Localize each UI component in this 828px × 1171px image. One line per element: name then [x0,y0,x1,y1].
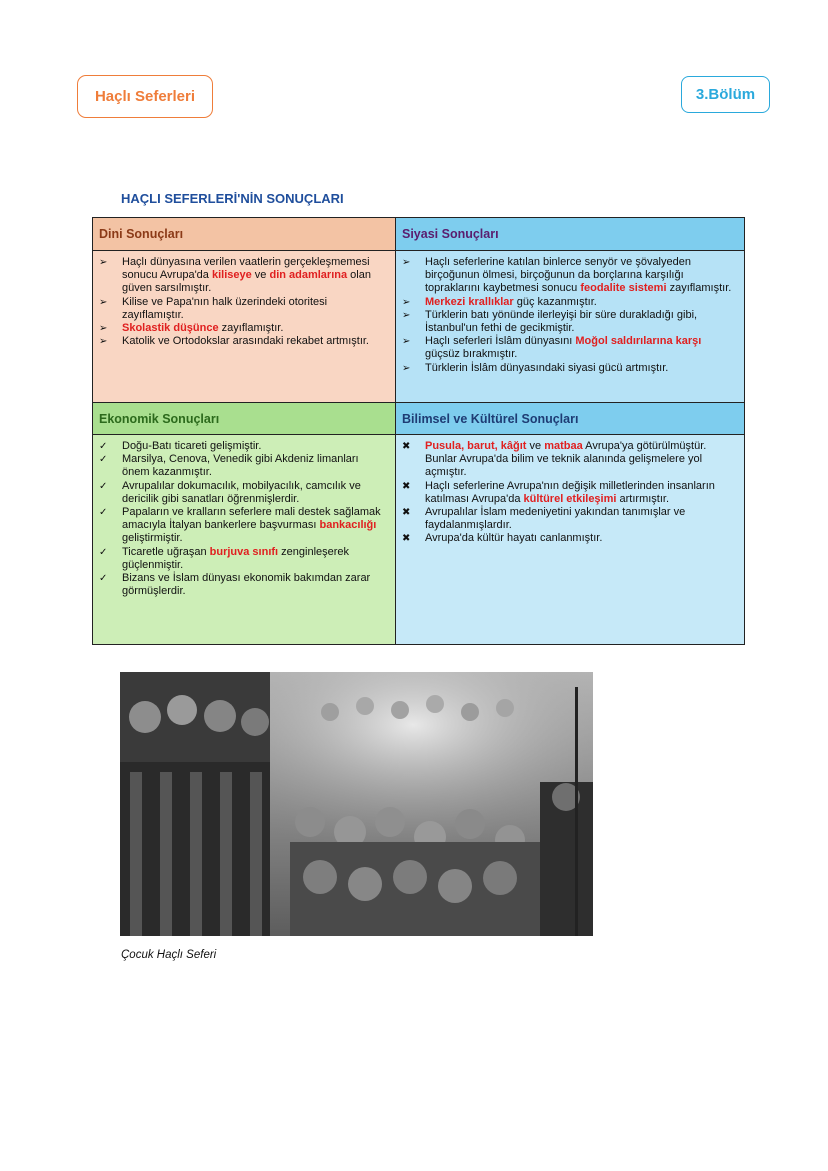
childrens-crusade-engraving [120,672,593,936]
item-text: geliştirmiştir. [122,532,183,545]
item-text: güçsüz bırakmıştır. [425,348,518,361]
item-text: Katolik ve Ortodokslar arasındaki rekabet artmıştır. [122,335,369,348]
item-text: Haçlı seferlerine Avrupa'nın değişik milletlerinden insanların katılması Avrupa'da [425,479,715,505]
check-bullet-icon: ✓ [99,441,108,452]
cross-bullet-icon: ✖ [402,533,411,545]
item-text: Bizans ve İslam dünyası ekonomik bakımdan zarar görmüşlerdir. [122,572,371,598]
item-text: Türklerin batı yönünde ilerleyişi bir süre durakladığı gibi, İstanbul'un fethi de gecikmiştir. [425,308,698,335]
check-bullet-icon: ✓ [99,507,108,519]
arrow-bullet-icon: ➢ [402,336,411,348]
highlight-text: din adamlarına [269,269,348,282]
highlight-text: burjuva sınıfı [209,545,279,558]
item-text: Avrupa'ya götürülmüştür. Bunlar Avrupa'da bilim ve teknik alanında gelişmelere yol açmıştır. [425,440,707,479]
image-caption: Çocuk Haçlı Seferi [121,949,217,961]
list-item [402,335,738,361]
item-text: Avrupa'da kültür hayatı canlanmıştır. [425,532,603,545]
arrow-bullet-icon: ➢ [99,336,108,348]
check-bullet-icon: ✓ [99,454,108,466]
item-text: Avrupalılar dokumacılık, mobilyacılık, camcılık ve dericilik gibi sanatları öğrenmişlerdir. [122,479,361,505]
list-item [402,256,738,296]
chapter-number-tag [681,76,770,113]
item-text: Papaların ve kralların seferlere mali destek sağlamak amacıyla İtalyan bankerlere başvurması [122,506,381,532]
highlight-text: bankacılığı [319,519,377,532]
item-text: ve [526,440,545,452]
arrow-bullet-icon: ➢ [402,257,411,268]
scientific-cultural-results-heading: Bilimsel ve Kültürel Sonuçları [396,402,744,435]
economic-results-heading: Ekonomik Sonuçları [93,402,396,435]
item-text: Haçlı seferlerine katılan binlerce senyör ve şövalyeden birçoğunun ölmesi, birçoğunun da borçlarına karşılığı topraklarını kaybetmesi sonucu [425,256,691,295]
arrow-bullet-icon: ➢ [99,296,108,308]
chapter-number-label: 3.Bölüm [695,86,756,103]
chapter-topic-label: Haçlı Seferleri [94,88,196,105]
item-text: Avrupalılar İslam medeniyetini yakından tanımışlar ve faydalanmışlardır. [425,506,686,532]
list-item [99,335,389,348]
item-text: Doğu-Batı ticareti gelişmiştir. [122,440,262,452]
list-item [402,296,738,309]
highlight-text: Moğol saldırılarına karşı [575,335,702,348]
item-text: Marsilya, Cenova, Venedik gibi Akdeniz limanları önem kazanmıştır. [122,453,359,479]
highlight-text: feodalite sistemi [580,282,667,295]
highlight-text: matbaa [544,440,583,452]
highlight-text: kültürel etkileşimi [523,492,617,505]
list-item [99,256,389,296]
check-bullet-icon: ✓ [99,573,108,585]
list-item [402,480,738,506]
arrow-bullet-icon: ➢ [402,296,411,308]
item-text: zenginleşerek güçlenmiştir. [122,545,350,571]
religious-results-heading: Dini Sonuçları [93,218,396,251]
highlight-text: Skolastik düşünce [122,322,219,335]
item-text: Ticaretle uğraşan [122,545,210,558]
list-item [402,532,738,545]
political-results-cell [396,251,744,402]
item-text: artırmıştır. [616,492,670,505]
item-text: zayıflamıştır. [218,322,284,335]
list-item [99,453,389,479]
chapter-topic-tag [77,75,213,118]
list-item [402,440,738,480]
item-text: Türklerin İslâm dünyasındaki siyasi gücü artmıştır. [425,361,669,374]
highlight-text: Pusula, barut, kâğıt [425,440,527,452]
cross-bullet-icon: ✖ [402,480,411,492]
highlight-text: Merkezi krallıklar [425,295,514,308]
list-item [99,572,389,598]
check-bullet-icon: ✓ [99,546,108,558]
arrow-bullet-icon: ➢ [402,362,411,374]
list-item [402,506,738,532]
list-item [99,480,389,506]
list-item [402,362,738,375]
cross-bullet-icon: ✖ [402,507,411,519]
section-title: HAÇLI SEFERLERİ'NİN SONUÇLARI [121,191,344,206]
list-item [99,546,389,572]
item-text: zayıflamıştır. [666,282,732,295]
arrow-bullet-icon: ➢ [99,257,108,268]
item-text: olan güven sarsılmıştır. [122,269,371,295]
political-results-heading: Siyasi Sonuçları [396,218,744,251]
list-item [99,296,389,322]
check-bullet-icon: ✓ [99,480,108,492]
results-table [92,217,745,645]
item-text: Haçlı dünyasına verilen vaatlerin gerçekleşmemesi sonucu Avrupa'da [122,256,370,282]
item-text: Haçlı seferleri İslâm dünyasını [425,335,576,348]
list-item [99,440,389,453]
list-item [99,322,389,335]
list-item [99,506,389,546]
highlight-text: kiliseye [211,269,252,282]
list-item [402,309,738,335]
economic-results-cell [93,435,396,644]
arrow-bullet-icon: ➢ [99,323,108,335]
item-text: Kilise ve Papa'nın halk üzerindeki otoritesi zayıflamıştır. [122,295,328,321]
cross-bullet-icon: ✖ [402,441,411,452]
religious-results-cell [93,251,396,402]
item-text: ve [251,269,270,282]
arrow-bullet-icon: ➢ [402,309,411,321]
scientific-cultural-results-cell [396,435,744,644]
item-text: güç kazanmıştır. [513,295,597,308]
